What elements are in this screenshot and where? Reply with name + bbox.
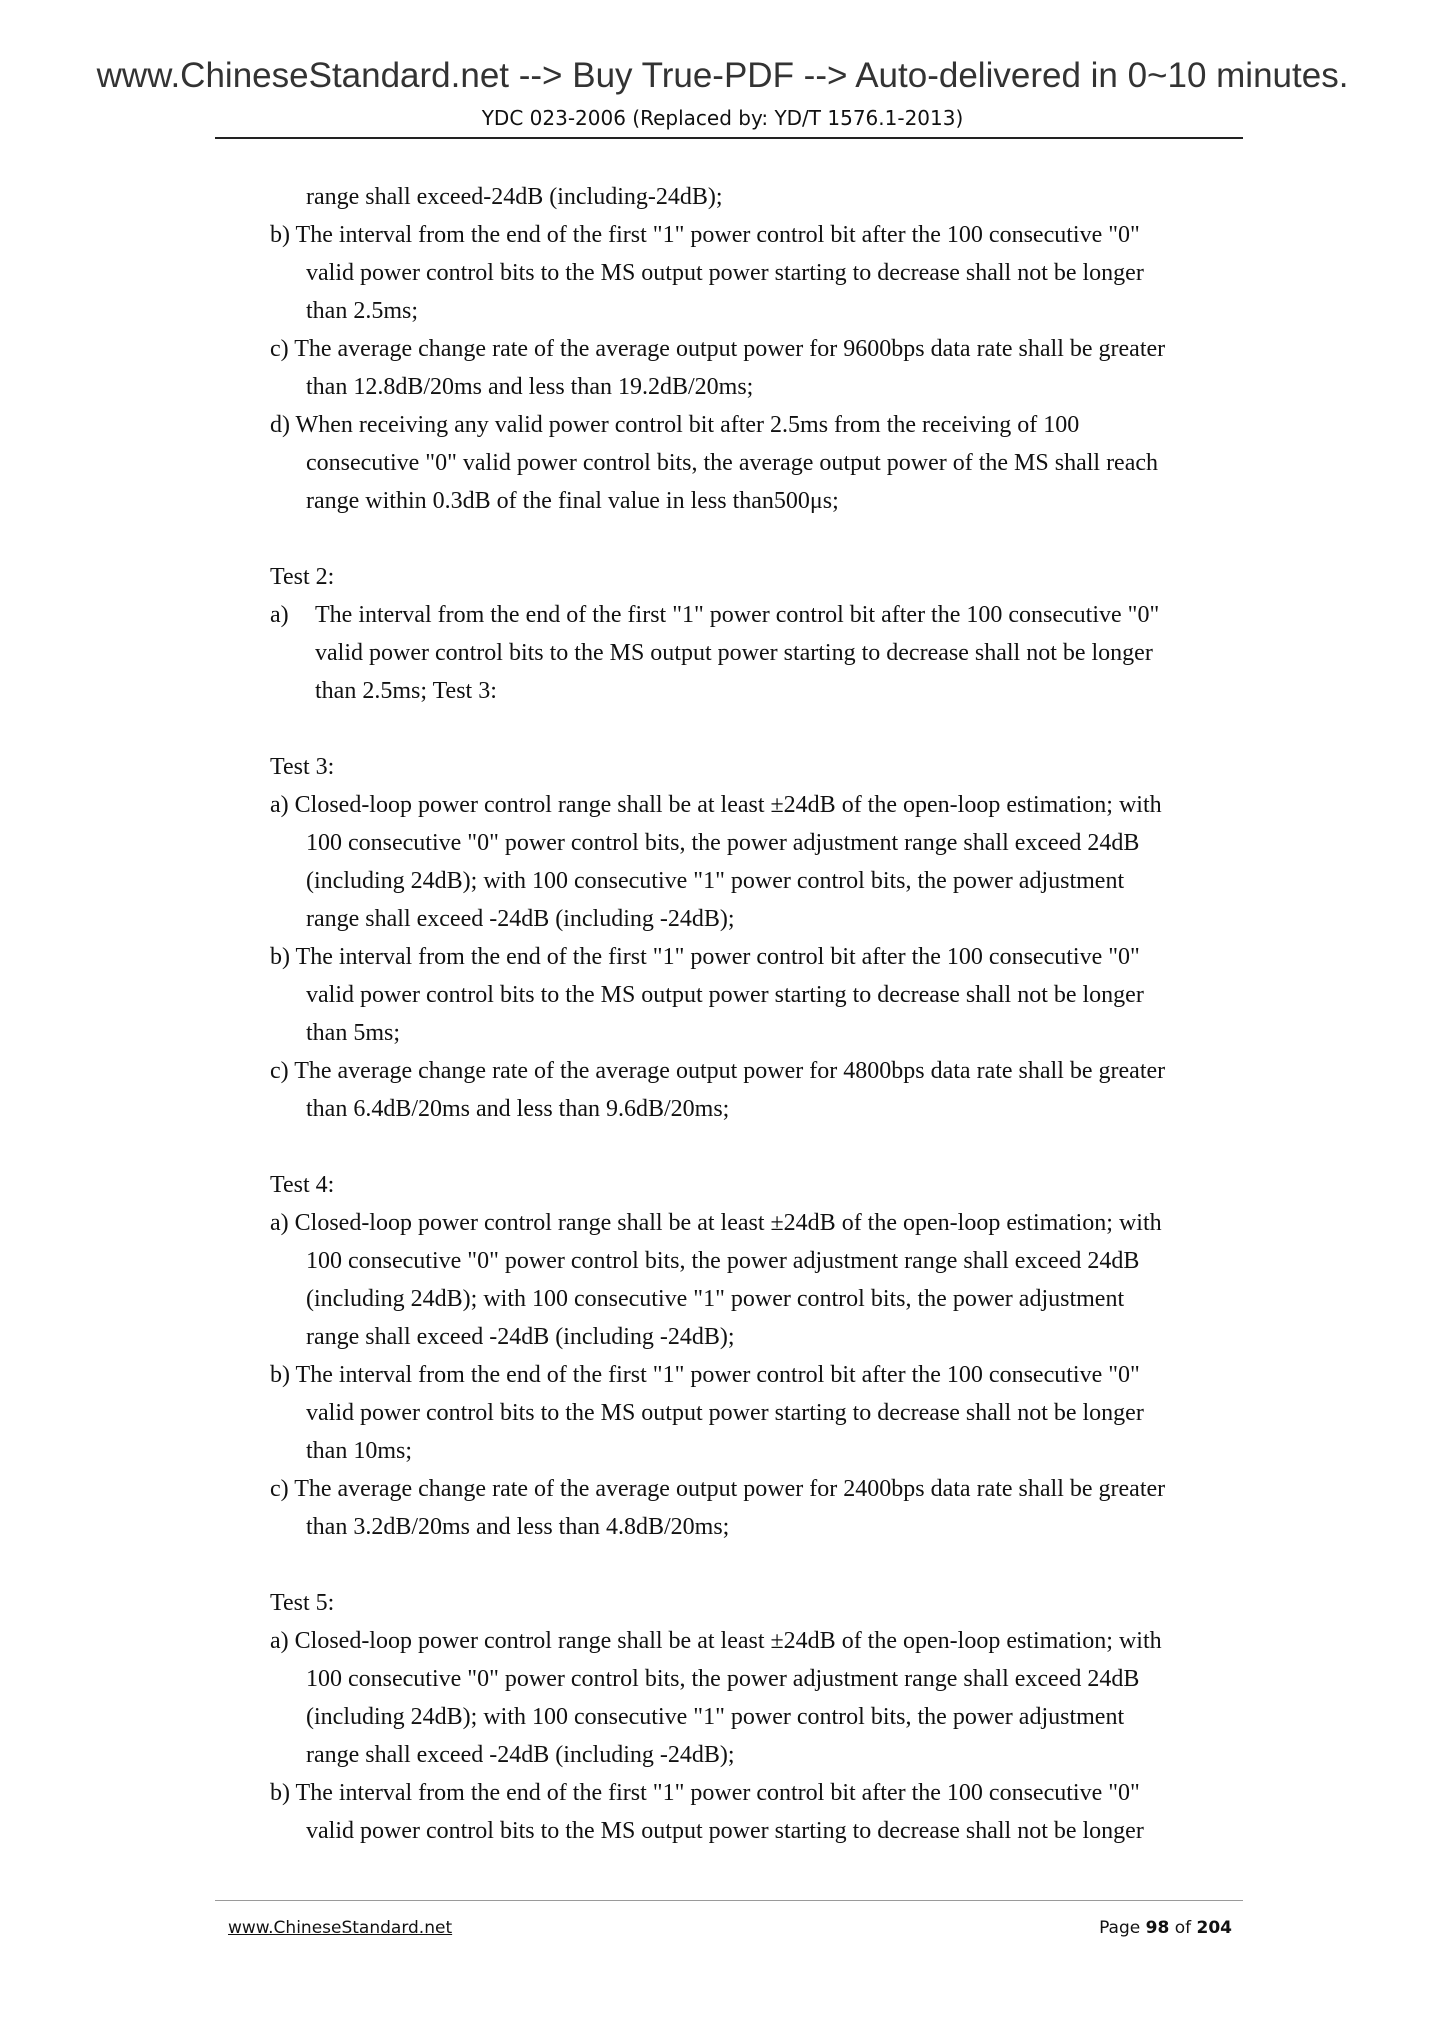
list-marker: a) bbox=[270, 602, 289, 628]
text-line: a) Closed-loop power control range shall be at least ±24dB of the open-loop estimation; with bbox=[270, 1210, 1162, 1236]
text-line: 100 consecutive "0" power control bits, the power adjustment range shall exceed 24dB bbox=[306, 830, 1140, 856]
text-line: (including 24dB); with 100 consecutive "1" power control bits, the power adjustment bbox=[306, 1286, 1125, 1312]
text-line: than 12.8dB/20ms and less than 19.2dB/20ms; bbox=[306, 374, 754, 400]
text-line: range shall exceed -24dB (including -24dB); bbox=[306, 906, 735, 932]
text-line-content: The interval from the end of the first "1" power control bit after the 100 consecutive "0" bbox=[315, 602, 1160, 628]
document-code: YDC 023-2006 (Replaced by: YD/T 1576.1-2013) bbox=[481, 106, 964, 130]
text-line: a) Closed-loop power control range shall be at least ±24dB of the open-loop estimation; with bbox=[270, 1628, 1162, 1654]
text-line: b) The interval from the end of the first "1" power control bit after the 100 consecutive "0" bbox=[270, 944, 1140, 970]
text-line: than 2.5ms; Test 3: bbox=[315, 678, 497, 704]
text-line: than 5ms; bbox=[306, 1020, 400, 1046]
paragraph-gap bbox=[270, 710, 1260, 748]
footer-divider bbox=[215, 1900, 1243, 1901]
text-line: consecutive "0" valid power control bits, the average output power of the MS shall reach bbox=[306, 450, 1159, 476]
text-line: b) The interval from the end of the first "1" power control bit after the 100 consecutive "0" bbox=[270, 1362, 1140, 1388]
text-line: than 2.5ms; bbox=[306, 298, 418, 324]
footer-website-link[interactable]: www.ChineseStandard.net bbox=[228, 1918, 453, 1938]
text-line: range shall exceed-24dB (including-24dB); bbox=[306, 184, 723, 210]
test-4-heading: Test 4: bbox=[270, 1172, 335, 1198]
text-line: valid power control bits to the MS output power starting to decrease shall not be longer bbox=[306, 1400, 1144, 1426]
text-line: c) The average change rate of the average output power for 2400bps data rate shall be greater bbox=[270, 1476, 1166, 1502]
paragraph-gap bbox=[270, 1128, 1260, 1166]
text-line: range shall exceed -24dB (including -24dB); bbox=[306, 1324, 735, 1350]
text-line: range shall exceed -24dB (including -24dB); bbox=[306, 1742, 735, 1768]
text-line: 100 consecutive "0" power control bits, the power adjustment range shall exceed 24dB bbox=[306, 1666, 1140, 1692]
test-3-heading: Test 3: bbox=[270, 754, 335, 780]
header-divider bbox=[215, 137, 1243, 139]
text-line: than 3.2dB/20ms and less than 4.8dB/20ms; bbox=[306, 1514, 730, 1540]
text-line: (including 24dB); with 100 consecutive "1" power control bits, the power adjustment bbox=[306, 868, 1125, 894]
text-line: d) When receiving any valid power control bit after 2.5ms from the receiving of 100 bbox=[270, 412, 1080, 438]
site-banner: www.ChineseStandard.net --> Buy True-PDF --> Auto-delivered in 0~10 minutes. bbox=[96, 56, 1349, 95]
text-line: b) The interval from the end of the first "1" power control bit after the 100 consecutive "0" bbox=[270, 222, 1140, 248]
text-line: b) The interval from the end of the first "1" power control bit after the 100 consecutive "0" bbox=[270, 1780, 1140, 1806]
text-line: than 6.4dB/20ms and less than 9.6dB/20ms; bbox=[306, 1096, 730, 1122]
page-total: 204 bbox=[1196, 1918, 1232, 1938]
test-2-heading: Test 2: bbox=[270, 564, 335, 590]
text-line bbox=[270, 596, 1260, 634]
text-line: range within 0.3dB of the final value in less than500μs; bbox=[306, 488, 839, 514]
text-line: (including 24dB); with 100 consecutive "1" power control bits, the power adjustment bbox=[306, 1704, 1125, 1730]
page-body bbox=[270, 178, 1260, 1850]
paragraph-gap bbox=[270, 1546, 1260, 1584]
page-number bbox=[1099, 1918, 1232, 1938]
page-prefix: Page bbox=[1099, 1918, 1146, 1938]
text-line: c) The average change rate of the average output power for 4800bps data rate shall be greater bbox=[270, 1058, 1166, 1084]
text-line: valid power control bits to the MS output power starting to decrease shall not be longer bbox=[306, 260, 1144, 286]
text-line: c) The average change rate of the average output power for 9600bps data rate shall be greater bbox=[270, 336, 1166, 362]
text-line: a) Closed-loop power control range shall be at least ±24dB of the open-loop estimation; with bbox=[270, 792, 1162, 818]
text-line: valid power control bits to the MS output power starting to decrease shall not be longer bbox=[306, 982, 1144, 1008]
page-of: of bbox=[1169, 1918, 1197, 1938]
text-line: than 10ms; bbox=[306, 1438, 412, 1464]
text-line: 100 consecutive "0" power control bits, the power adjustment range shall exceed 24dB bbox=[306, 1248, 1140, 1274]
paragraph-gap bbox=[270, 520, 1260, 558]
text-line: valid power control bits to the MS output power starting to decrease shall not be longer bbox=[306, 1818, 1144, 1844]
page-current: 98 bbox=[1145, 1918, 1170, 1938]
test-5-heading: Test 5: bbox=[270, 1590, 335, 1616]
text-line: valid power control bits to the MS output power starting to decrease shall not be longer bbox=[315, 640, 1153, 666]
